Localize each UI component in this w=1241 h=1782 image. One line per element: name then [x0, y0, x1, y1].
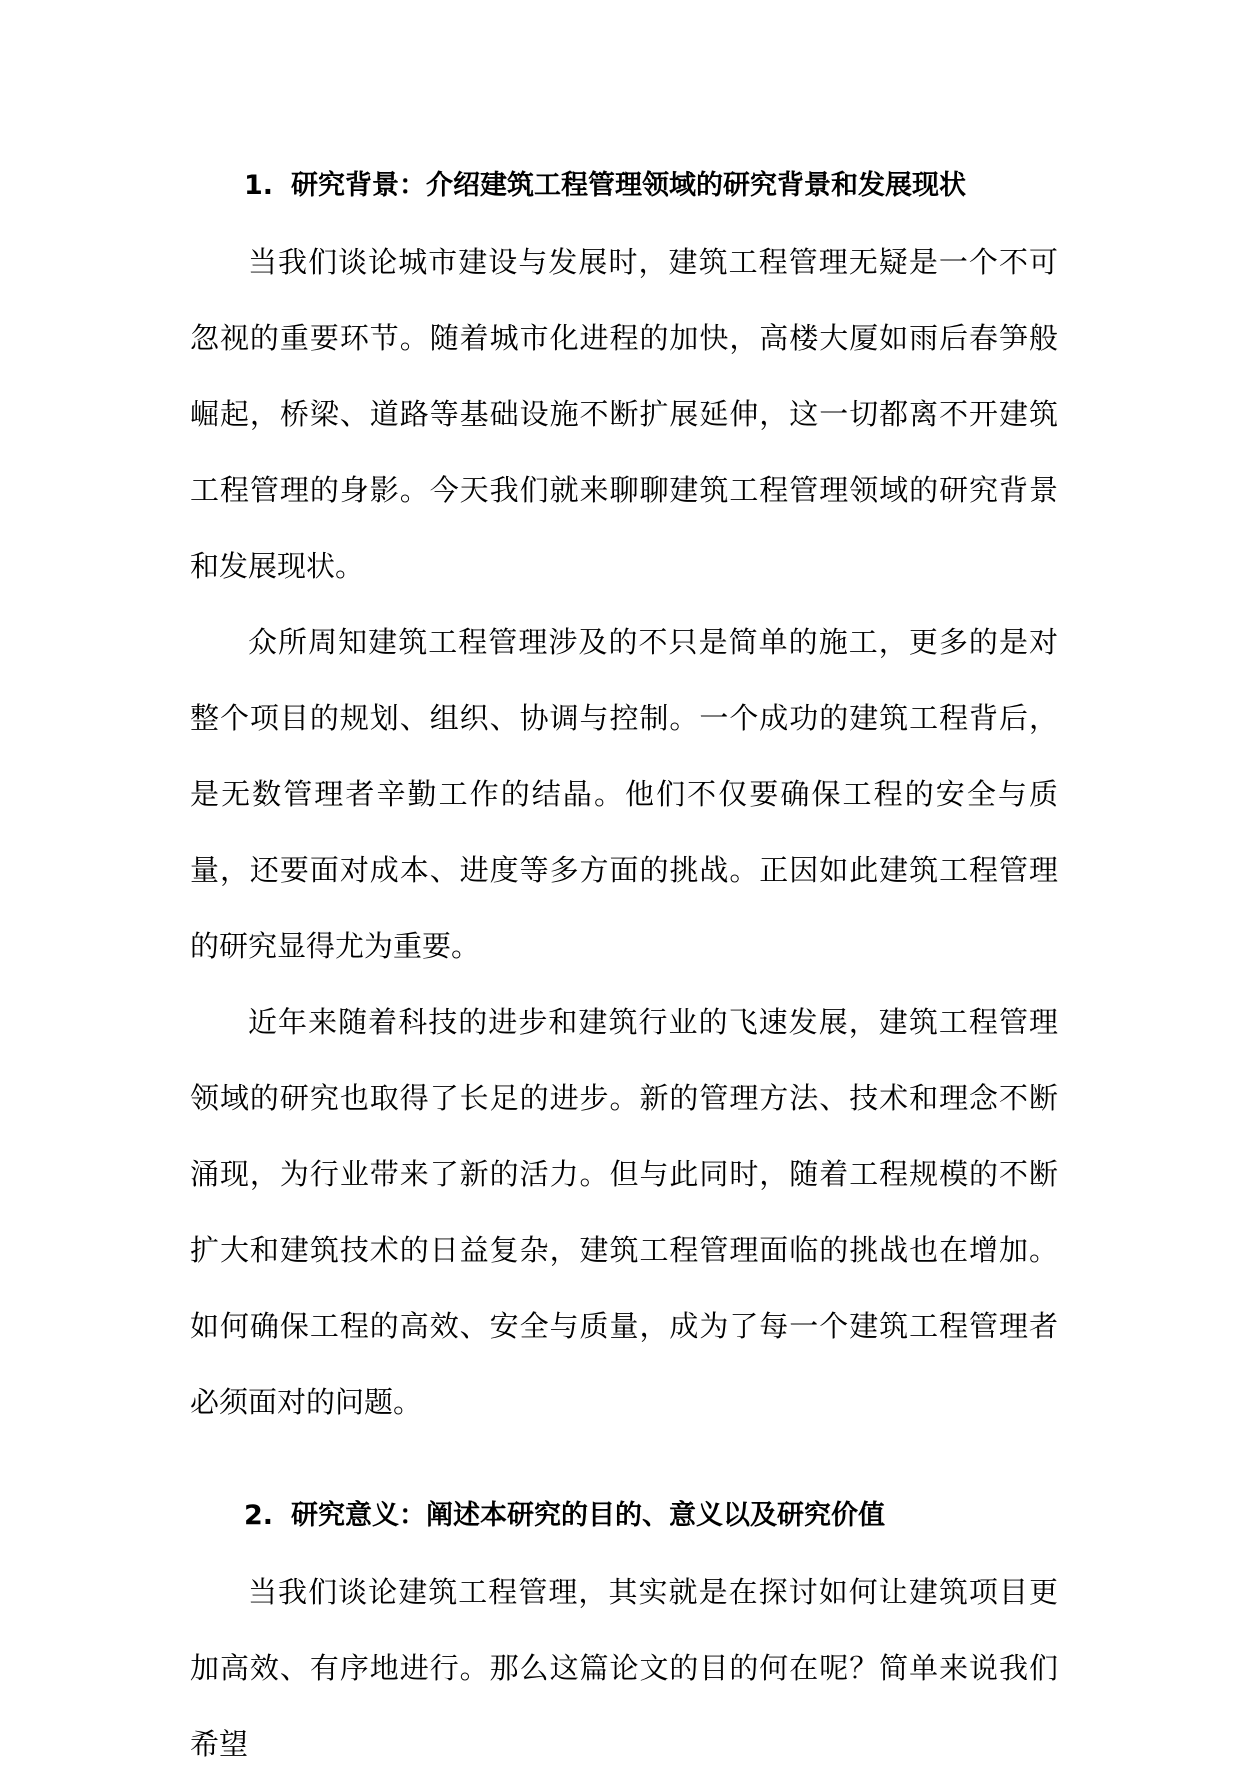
paragraph: 当我们谈论建筑工程管理，其实就是在探讨如何让建筑项目更加高效、有序地进行。那么这篇论文的目的何在呢？简单来说我们希望: [190, 1575, 1058, 1761]
section-title: 研究意义：阐述本研究的目的、意义以及研究价值: [291, 1500, 886, 1531]
section-number: 1.: [244, 170, 274, 201]
section-heading-background: [190, 148, 1058, 224]
paragraph: 近年来随着科技的进步和建筑行业的飞速发展，建筑工程管理领域的研究也取得了长足的进步。新的管理方法、技术和理念不断涌现，为行业带来了新的活力。但与此同时，随着工程规模的不断扩大和建筑技术的日益复杂，建筑工程管理面临的挑战也在增加。如何确保工程的高效、安全与质量，成为了每一个建筑工程管理者必须面对的问题。: [190, 1005, 1058, 1419]
paragraph: 众所周知建筑工程管理涉及的不只是简单的施工，更多的是对整个项目的规划、组织、协调与控制。一个成功的建筑工程背后，是无数管理者辛勤工作的结晶。他们不仅要确保工程的安全与质量，还要面对成本、进度等多方面的挑战。正因如此建筑工程管理的研究显得尤为重要。: [190, 625, 1058, 963]
section-title: 研究背景：介绍建筑工程管理领域的研究背景和发展现状: [291, 170, 967, 201]
paragraph: 当我们谈论城市建设与发展时，建筑工程管理无疑是一个不可忽视的重要环节。随着城市化进程的加快，高楼大厦如雨后春笋般崛起，桥梁、道路等基础设施不断扩展延伸，这一切都离不开建筑工程管理的身影。今天我们就来聊聊建筑工程管理领域的研究背景和发展现状。: [190, 245, 1058, 583]
section-heading-significance: [190, 1478, 1058, 1554]
section-number: 2.: [244, 1500, 274, 1531]
document-body: [190, 148, 1058, 1782]
